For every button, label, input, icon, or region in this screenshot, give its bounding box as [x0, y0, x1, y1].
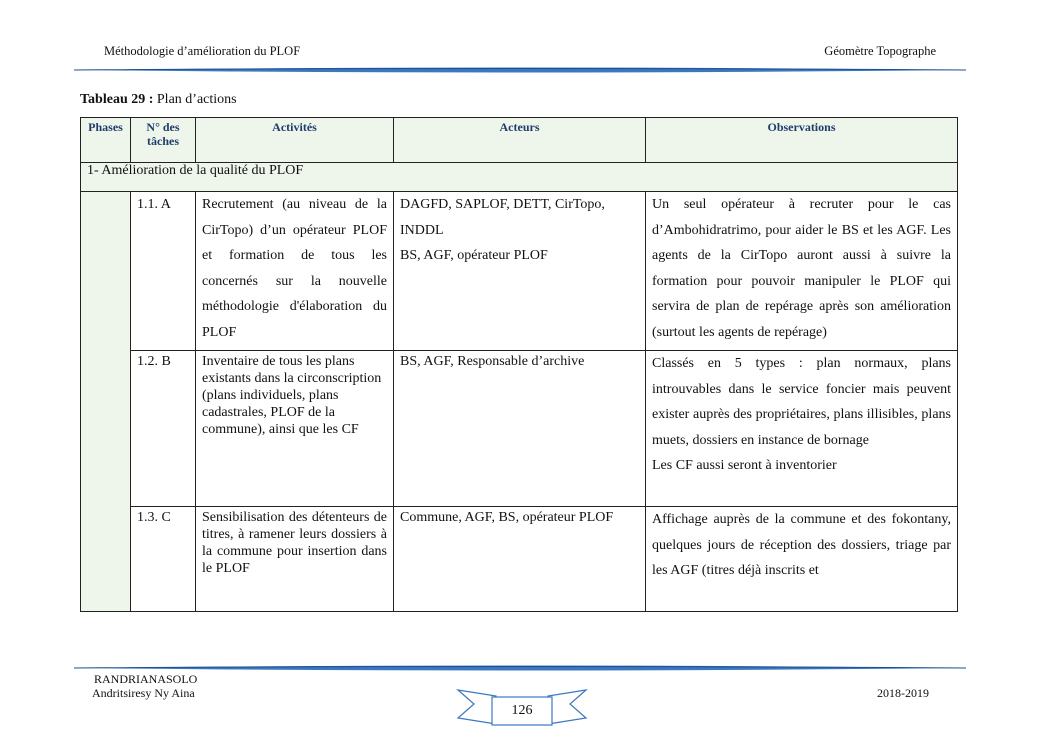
header-phases: Phases — [81, 118, 131, 163]
actors-cell — [394, 192, 646, 351]
header-task-number: N° des tâches — [131, 118, 196, 163]
task-number: 1.2. B — [131, 351, 196, 507]
author-given-name: Andritsiresy Ny Aina — [92, 686, 195, 700]
header-observations: Observations — [646, 118, 958, 163]
activity-cell: Inventaire de tous les plans existants dans la circonscription (plans individuels, plans cadastrales, PLOF de la commune), ainsi que les CF — [196, 351, 394, 507]
header-rule — [74, 66, 966, 74]
observation-cell — [646, 351, 958, 507]
author-name — [94, 672, 197, 700]
observation-cell: Affichage auprès de la commune et des fokontany, quelques jours de réception des dossiers, triage par les AGF (titres déjà inscrits et — [646, 507, 958, 612]
table-row — [81, 351, 958, 507]
phase-cell — [81, 192, 131, 612]
table-caption-text: Plan d’actions — [153, 92, 237, 107]
observation-cell: Un seul opérateur à recruter pour le cas d’Ambohidratrimo, pour aider le BS et les AGF. Les agents de la CirTopo auront aussi à suivre la formation pour pouvoir manipuler le PLOF qui servira de plan de repérage après son amélioration (surtout les agents de repérage) — [646, 192, 958, 351]
observation-text: Les CF aussi seront à inventorier — [652, 458, 837, 473]
academic-year: 2018-2019 — [877, 686, 929, 700]
header-activities: Activités — [196, 118, 394, 163]
table-row — [81, 192, 958, 351]
observation-text: Classés en 5 types : plan normaux, plans introuvables dans le service foncier mais peuvent exister auprès des propriétaires, plans illisibles, plans muets, dossiers en instance de bornage — [652, 356, 951, 448]
task-number: 1.1. A — [131, 192, 196, 351]
action-plan-table — [80, 117, 958, 612]
running-header-discipline: Géomètre Topographe — [824, 44, 936, 58]
task-number: 1.3. C — [131, 507, 196, 612]
header-actors: Acteurs — [394, 118, 646, 163]
author-surname: RANDRIANASOLO — [94, 672, 198, 686]
page-number: 126 — [511, 703, 533, 718]
table-header-row — [81, 118, 958, 163]
section-row — [81, 163, 958, 192]
actors-line: BS, AGF, opérateur PLOF — [400, 248, 548, 263]
table-row — [81, 507, 958, 612]
activity-cell: Sensibilisation des détenteurs de titres, à ramener leurs dossiers à la commune pour insertion dans le PLOF — [196, 507, 394, 612]
section-title: 1- Amélioration de la qualité du PLOF — [81, 163, 958, 192]
actors-cell: BS, AGF, Responsable d’archive — [394, 351, 646, 507]
table-caption — [80, 92, 237, 108]
footer-rule — [74, 664, 966, 672]
actors-line: DAGFD, SAPLOF, DETT, CirTopo, INDDL — [400, 197, 605, 238]
activity-cell: Recrutement (au niveau de la CirTopo) d’un opérateur PLOF et formation de tous les concernés sur la nouvelle méthodologie d'élaboration du PLOF — [196, 192, 394, 351]
table-caption-label: Tableau 29 : — [80, 92, 154, 107]
running-header-title: Méthodologie d’amélioration du PLOF — [104, 44, 301, 58]
actors-cell: Commune, AGF, BS, opérateur PLOF — [394, 507, 646, 612]
